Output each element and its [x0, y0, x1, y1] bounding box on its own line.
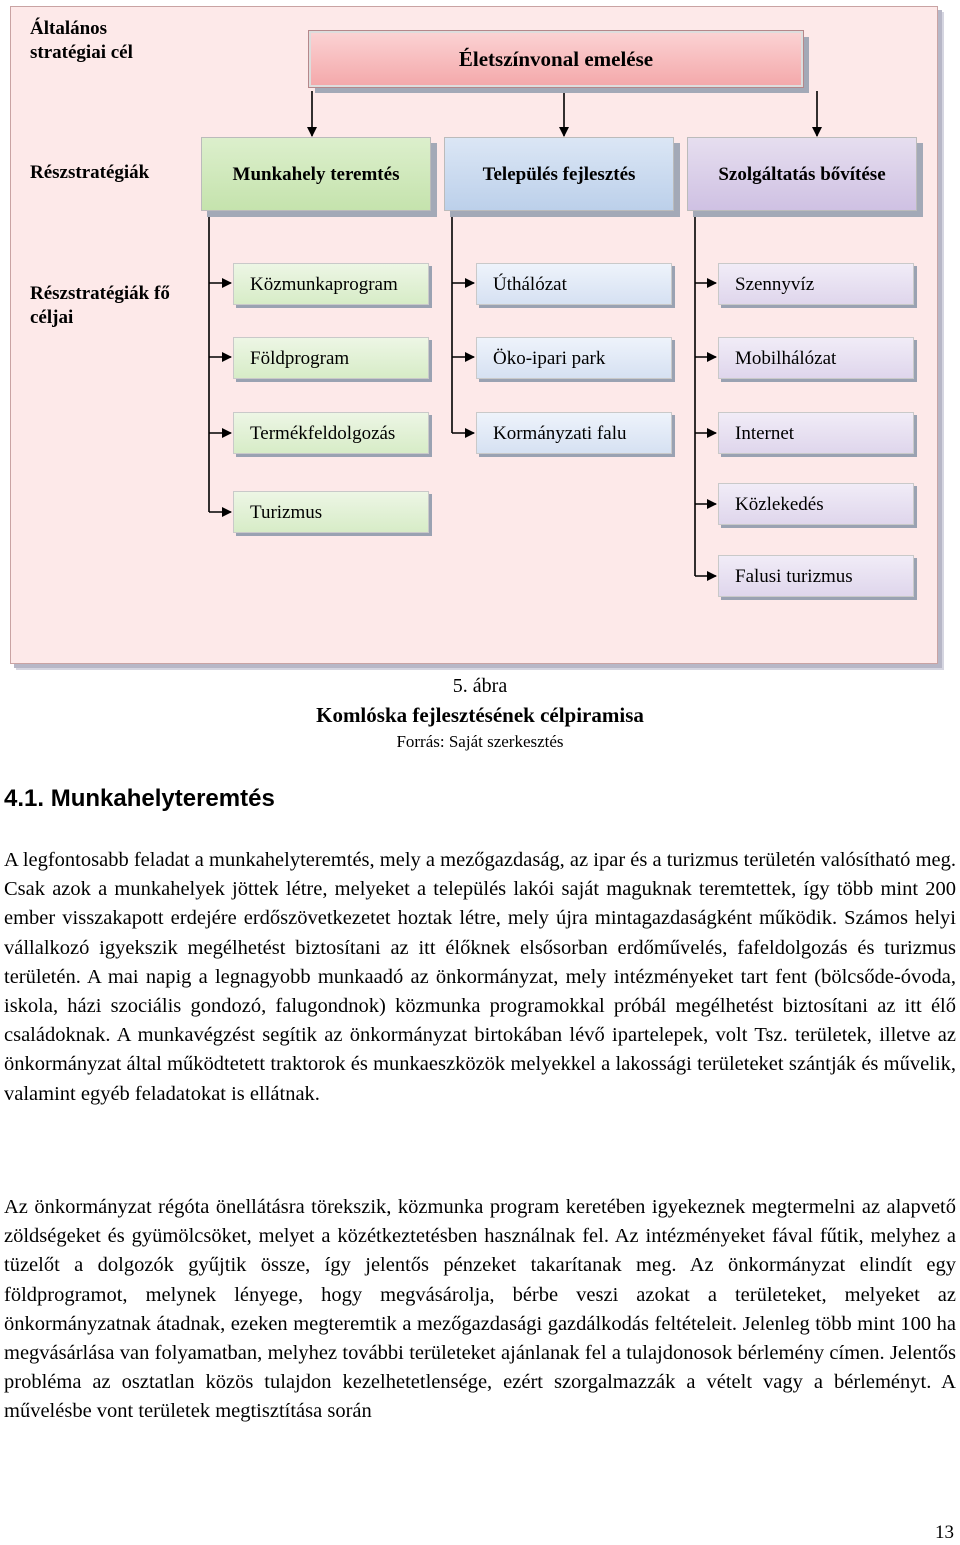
section-heading: 4.1. Munkahelyteremtés	[4, 785, 275, 812]
row-label-substrategies: Részstratégiák	[30, 162, 150, 183]
substrategy-szolgaltatas: Szolgáltatás bővítése	[687, 137, 917, 211]
goal-item: Közlekedés	[718, 483, 914, 525]
goal-item: Termékfeldolgozás	[233, 412, 429, 454]
goal-item: Internet	[718, 412, 914, 454]
goal-item: Mobilhálózat	[718, 337, 914, 379]
paragraph-2: Az önkormányzat régóta önellátásra törekszik, közmunka program keretében igyekeznek megtermelni az alapvető zöldségeket és gyümölcsöket, melyet a közétkeztetésben használnak fel. Az intézményeket fával fűtik, melyhez a tüzelőt a dolgozók gyűjtik össze, így jelentős pénzeket takarítanak meg. Az önkormányzat elindít egy földprogramot, melynek lényege, hogy megvásárolja, bérbe veszi azokat a területeket, melyeket az önkormányzatnak átadnak, ezeken megteremtik a mezőgazdasági gazdálkodás feltételeit. Jelenleg több mint 100 ha megvásárlása van folyamatban, melyhez további területeket ajánlanak fel a tulajdonosok bérlemény címen. Jelentős probléma az osztatlan közös tulajdon kezelhetetlensége, ezért szorgalmazzák a vételt vagy a bérleményt. A művelésbe vont területek megtisztítása során	[4, 1196, 956, 1423]
goal-item: Falusi turizmus	[718, 555, 914, 597]
row-label-substrategy-goals: Részstratégiák fő céljai	[30, 283, 170, 328]
goal-item: Földprogram	[233, 337, 429, 379]
goal-item: Öko-ipari park	[476, 337, 672, 379]
goal-pyramid-diagram	[10, 6, 938, 664]
figure-number: 5. ábra	[452, 675, 508, 697]
goal-item: Kormányzati falu	[476, 412, 672, 454]
goal-item: Közmunkaprogram	[233, 263, 429, 305]
row-label-general-goal: Általános stratégiai cél	[30, 18, 133, 63]
substrategy-munkahely: Munkahely teremtés	[201, 137, 431, 211]
goal-item: Úthálózat	[476, 263, 672, 305]
figure-title: Komlóska fejlesztésének célpiramisa	[316, 703, 644, 727]
substrategy-telepules: Település fejlesztés	[444, 137, 674, 211]
main-goal-box: Életszínvonal emelése	[309, 31, 803, 87]
page-number: 13	[935, 1522, 954, 1543]
goal-item: Szennyvíz	[718, 263, 914, 305]
goal-item: Turizmus	[233, 491, 429, 533]
figure-source: Forrás: Saját szerkesztés	[396, 732, 564, 751]
paragraph-1: A legfontosabb feladat a munkahelyteremtés, mely a mezőgazdaság, az ipar és a turizmus területén valósítható meg. Csak azok a munkahelyek jöttek létre, melyeket a település lakói saját maguknak teremtettek, így több mint 200 ember visszakapott erdejére erdőszövetkezetet hoztak létre, mely újra mintagazdaságként működik. Számos helyi vállalkozó igyekszik megélhetést biztosítani az itt élőknek elsősorban erdőművelés, fafeldolgozás és turizmus területén. A mai napig a legnagyobb munkaadó az önkormányzat, mely intézményeket tart fent (bölcsőde-óvoda, iskola, házi szociális gondozó, falugondnok) közmunka programokkal próbál megélhetést biztosítani az itt élő családoknak. A munkavégzést segítik az önkormányzat birtokában lévő ipartelepek, volt Tsz. területek, illetve az önkormányzat által működtetett traktorok és munkaeszközök melyekkel a lakossági területeket szántják és művelik, valamint egyéb feladatokat is ellátnak.	[4, 849, 956, 1105]
